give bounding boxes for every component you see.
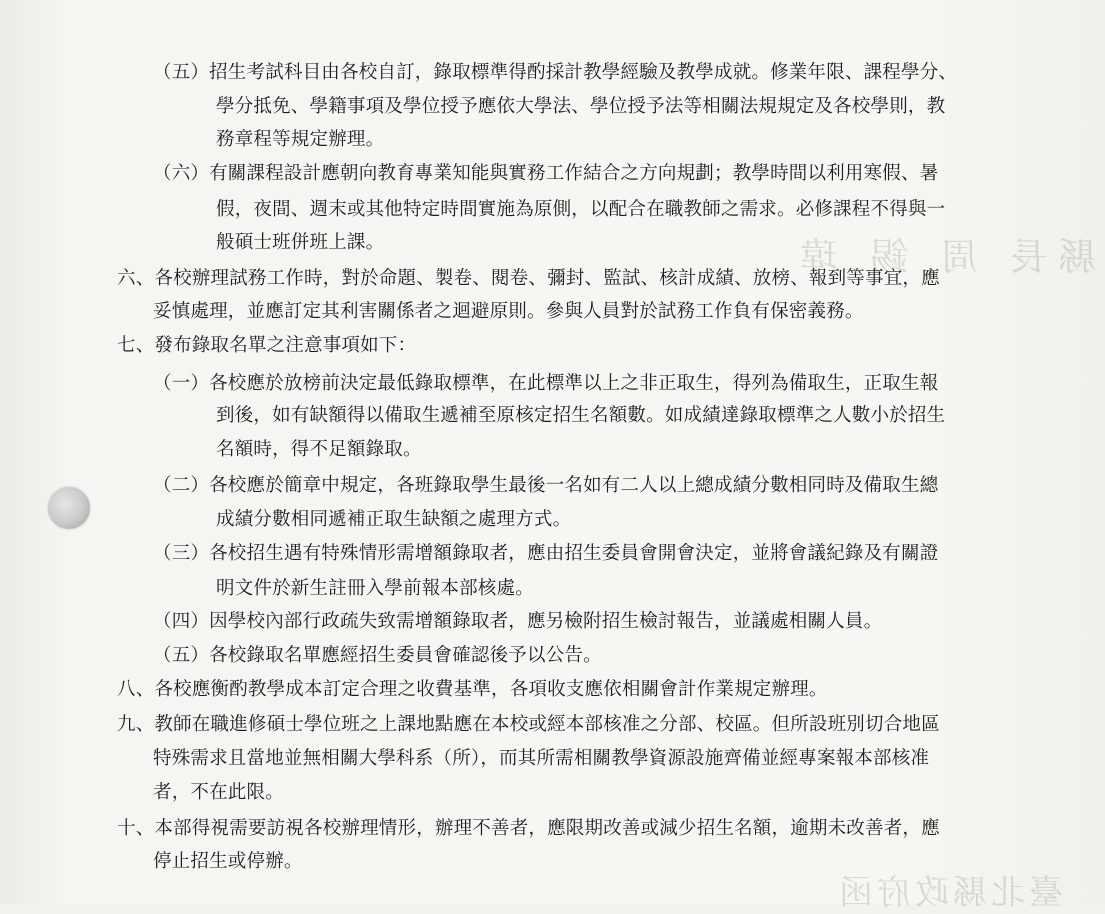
text-line: 妥慎處理，並應訂定其利害關係者之迴避原則。參與人員對於試務工作負有保密義務。: [153, 301, 864, 322]
text-line: 明文件於新生註冊入學前報本部核處。: [216, 578, 534, 599]
text-line: （三）各校招生遇有特殊情形需增額錄取者，應由招生委員會開會決定，並將會議紀錄及有關證: [153, 543, 939, 564]
text-line: （六）有關課程設計應朝向教育專業知能與實務工作結合之方向規劃；教學時間以利用寒假、暑: [153, 163, 939, 184]
text-line: 務章程等規定辦理。: [216, 129, 385, 150]
text-line: 成績分數相同遞補正取生缺額之處理方式。: [216, 509, 572, 530]
text-line: 特殊需求且當地並無相關大學科系（所），而其所需相關教學資源設施齊備並經專案報本部核准: [153, 748, 930, 769]
text-line: （四）因學校內部行政疏失致需增額錄取者，應另檢附招生檢討報告，並議處相關人員。: [153, 611, 883, 632]
text-line: 停止招生或停辦。: [153, 851, 303, 872]
text-line: （一）各校應於放榜前決定最低錄取標準，在此標準以上之非正取生，得列為備取生，正取生報: [153, 373, 939, 394]
text-line: 到後，如有缺額得以備取生遞補至原核定招生名額數。如成績達錄取標準之人數小於招生: [216, 405, 946, 426]
text-line: 六、各校辦理試務工作時，對於命題、製卷、閱卷、彌封、監試、核計成績、放榜、報到等事宜，應: [117, 268, 940, 289]
text-line: （五）招生考試科目由各校自訂，錄取標準得酌採計教學經驗及教學成就。修業年限、課程學分、: [153, 62, 958, 83]
text-line: 學分抵免、學籍事項及學位授予應依大學法、學位授予法等相關法規規定及各校學則，教: [216, 96, 946, 117]
bleed-through-signature: 縣長 周 錫 瑋: [790, 235, 1097, 279]
text-line: 七、發布錄取名單之注意事項如下：: [117, 335, 417, 356]
text-line: 者，不在此限。: [153, 782, 284, 803]
text-line: 名額時，得不足額錄取。: [216, 439, 422, 460]
text-line: （五）各校錄取名單應經招生委員會確認後予以公告。: [153, 645, 602, 666]
text-line: 八、各校應衡酌教學成本訂定合理之收費基準，各項收支應依相關會計作業規定辦理。: [117, 679, 828, 700]
bleed-through-letterhead: 臺北縣政府函: [835, 873, 1063, 913]
text-line: （二）各校應於簡章中規定，各班錄取學生最後一名如有二人以上總成績分數相同時及備取生總: [153, 475, 939, 496]
text-line: 假，夜間、週末或其他特定時間實施為原側，以配合在職教師之需求。必修課程不得與一: [216, 199, 946, 220]
text-line: 十、本部得視需要訪視各校辦理情形，辦理不善者，應限期改善或減少招生名額，逾期未改善者，應: [117, 818, 940, 839]
text-line: 般碩士班併班上課。: [216, 232, 385, 253]
text-line: 九、教師在職進修碩士學位班之上課地點應在本校或經本部核准之分部、校區。但所設班別切合地區: [117, 714, 940, 735]
